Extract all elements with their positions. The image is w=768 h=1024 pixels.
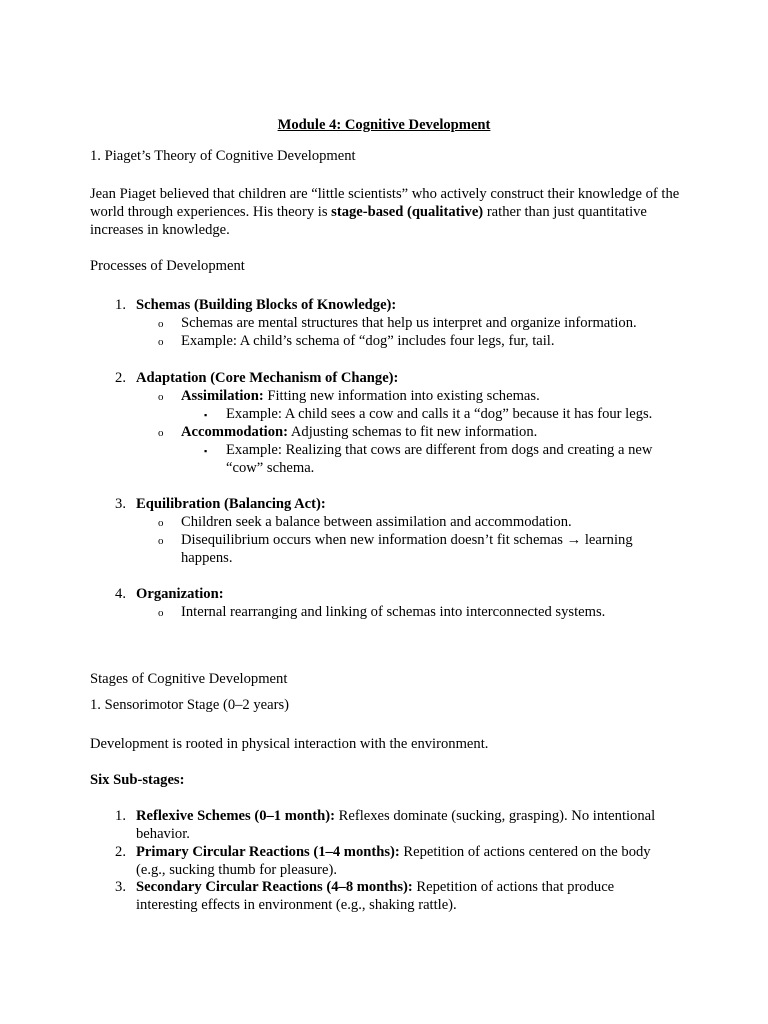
intro-text-end: rather than just quantitative increases in knowledge. bbox=[90, 204, 647, 238]
sub-bullet: o bbox=[158, 336, 164, 348]
list-number: 4. bbox=[115, 586, 126, 602]
square-bullet: ▪ bbox=[204, 410, 208, 420]
sub-item-text: Schemas are mental structures that help us interpret and organize information. bbox=[181, 315, 637, 331]
sensorimotor-heading: 1. Sensorimotor Stage (0–2 years) bbox=[90, 697, 290, 713]
sub-bullet: o bbox=[158, 391, 164, 403]
substage-description: Reflexes dominate (sucking, grasping). No intentional behavior. bbox=[136, 808, 656, 842]
list-number: 3. bbox=[115, 879, 126, 895]
term-definition: Adjusting schemas to fit new information. bbox=[288, 424, 538, 440]
list-number: 2. bbox=[115, 844, 126, 860]
substage-title: Primary Circular Reactions (1–4 months): bbox=[136, 844, 400, 860]
process-label: Adaptation (Core Mechanism of Change): bbox=[136, 370, 399, 386]
sensorimotor-description: Development is rooted in physical interaction with the environment. bbox=[90, 736, 489, 752]
substage-title: Secondary Circular Reactions (4–8 months): bbox=[136, 879, 413, 895]
list-number: 2. bbox=[115, 370, 126, 386]
term-accommodation: Accommodation: bbox=[181, 424, 289, 440]
substage-text bbox=[136, 807, 676, 843]
list-number: 3. bbox=[115, 496, 126, 512]
intro-bold-phrase: stage-based (qualitative) bbox=[331, 204, 484, 220]
substage-text bbox=[136, 878, 646, 914]
substage-title: Reflexive Schemes (0–1 month): bbox=[136, 808, 335, 824]
substage-description: Repetition of actions centered on the body (e.g., sucking thumb for pleasure). bbox=[136, 844, 651, 878]
sub-item-text: Example: A child’s schema of “dog” includes four legs, fur, tail. bbox=[181, 333, 555, 349]
substage-description: Repetition of actions that produce interesting effects in environment (e.g., shaking rattle). bbox=[136, 879, 615, 913]
section-heading-piaget: 1. Piaget’s Theory of Cognitive Development bbox=[90, 148, 356, 164]
sub-bullet: o bbox=[158, 318, 164, 330]
document-title: Module 4: Cognitive Development bbox=[277, 117, 491, 133]
sub-item-text: Children seek a balance between assimilation and accommodation. bbox=[181, 514, 572, 530]
term-definition: Fitting new information into existing schemas. bbox=[263, 388, 540, 404]
process-label: Schemas (Building Blocks of Knowledge): bbox=[136, 297, 397, 313]
intro-paragraph bbox=[90, 185, 690, 239]
substages-heading: Six Sub-stages: bbox=[90, 772, 185, 788]
sub-item-assimilation bbox=[181, 387, 701, 405]
list-number: 1. bbox=[115, 297, 126, 313]
process-label: Equilibration (Balancing Act): bbox=[136, 496, 326, 512]
sub-item-text: Internal rearranging and linking of schemas into interconnected systems. bbox=[181, 604, 606, 620]
term-assimilation: Assimilation: bbox=[181, 388, 264, 404]
sub-item-text: Disequilibrium occurs when new information doesn’t fit schemas → learning happens. bbox=[181, 532, 633, 566]
process-label: Organization: bbox=[136, 586, 224, 602]
intro-text-start: Jean Piaget believed that children are “little scientists” who actively construct their knowledge of the world through experiences. His theory is bbox=[90, 186, 680, 220]
sub-bullet: o bbox=[158, 517, 164, 529]
stages-heading: Stages of Cognitive Development bbox=[90, 671, 288, 687]
substage-text bbox=[136, 843, 676, 879]
sub-bullet: o bbox=[158, 607, 164, 619]
sub-bullet: o bbox=[158, 535, 164, 547]
sub-item-accommodation bbox=[181, 423, 701, 441]
sub-sub-item-text: Example: A child sees a cow and calls it a “dog” because it has four legs. bbox=[226, 406, 653, 422]
sub-bullet: o bbox=[158, 427, 164, 439]
processes-heading: Processes of Development bbox=[90, 258, 245, 274]
list-number: 1. bbox=[115, 808, 126, 824]
sub-sub-item-text: Example: Realizing that cows are different from dogs and creating a new “cow” schema. bbox=[226, 442, 653, 476]
square-bullet: ▪ bbox=[204, 446, 208, 456]
